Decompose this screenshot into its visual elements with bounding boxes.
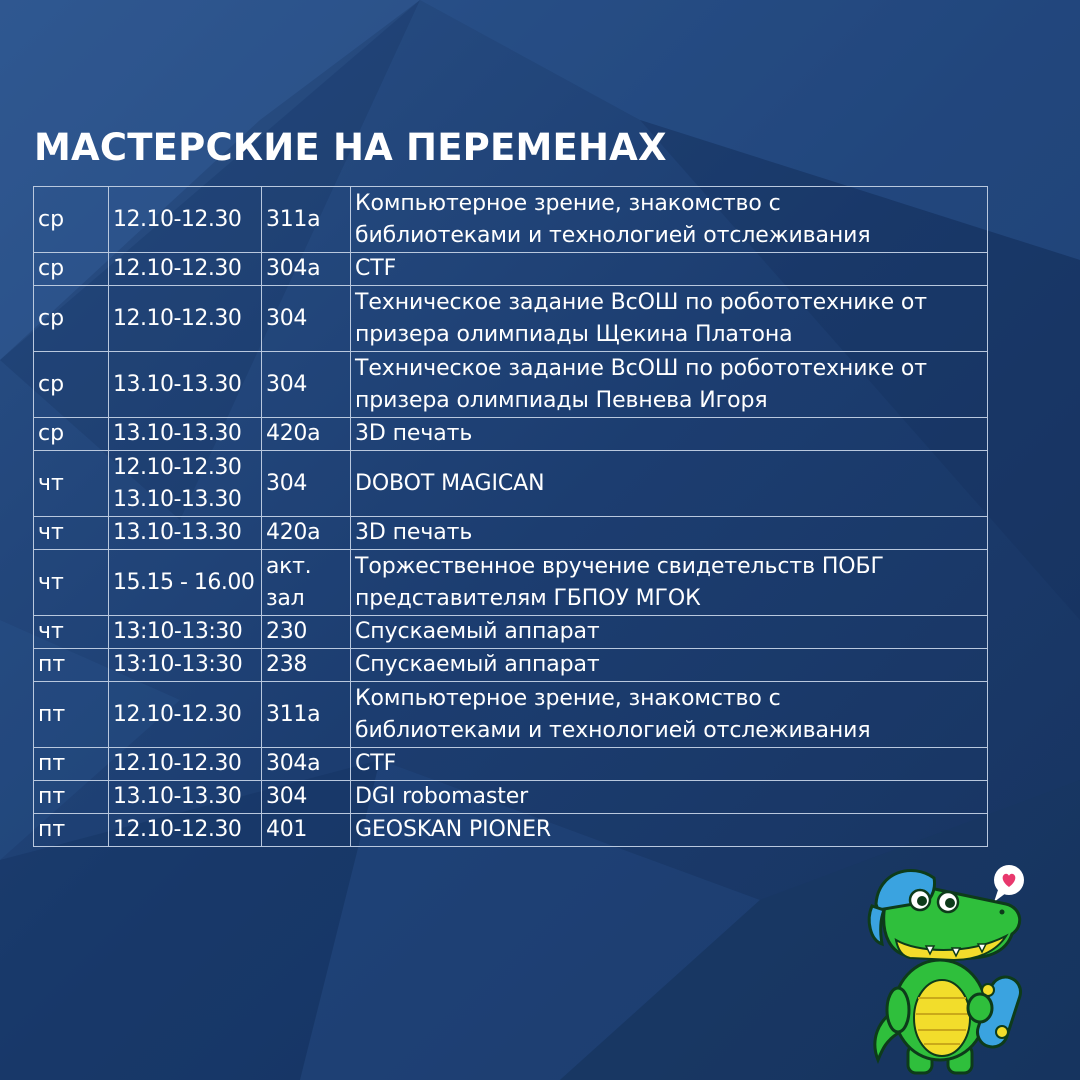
time-cell: 12.10-12.30 [109, 682, 262, 748]
day-cell: чт [34, 616, 109, 649]
table-row [34, 682, 988, 748]
time-cell: 13.10-13.30 [109, 517, 262, 550]
table-row [34, 187, 988, 253]
room-cell: 238 [262, 649, 351, 682]
crocodile-mascot-icon [856, 860, 1036, 1080]
event-cell [351, 550, 988, 616]
event-line: библиотеками и технологией отслеживания [355, 222, 871, 248]
page-title: МАСТЕРСКИЕ НА ПЕРЕМЕНАХ [34, 126, 667, 169]
event-cell: DGI robomaster [351, 781, 988, 814]
day-cell: чт [34, 451, 109, 517]
event-line: Компьютерное зрение, знакомство с [355, 190, 781, 216]
time-cell: 12.10-12.30 [109, 253, 262, 286]
table-row [34, 550, 988, 616]
day-cell: пт [34, 781, 109, 814]
time-cell: 15.15 - 16.00 [109, 550, 262, 616]
room-cell: 304а [262, 748, 351, 781]
table-row [34, 286, 988, 352]
event-line: представителям ГБПОУ МГОК [355, 585, 701, 611]
event-cell: DOBOT MAGICAN [351, 451, 988, 517]
event-cell [351, 682, 988, 748]
day-cell: пт [34, 682, 109, 748]
time-cell: 13.10-13.30 [109, 352, 262, 418]
time-cell: 13:10-13:30 [109, 649, 262, 682]
event-cell: 3D печать [351, 517, 988, 550]
room-cell: 304а [262, 253, 351, 286]
room-cell: 304 [262, 451, 351, 517]
day-cell: ср [34, 418, 109, 451]
event-cell: CTF [351, 748, 988, 781]
day-cell: ср [34, 187, 109, 253]
workshop-schedule-table [33, 186, 988, 847]
day-cell: ср [34, 352, 109, 418]
room-cell [262, 550, 351, 616]
day-cell: пт [34, 649, 109, 682]
table-row [34, 517, 988, 550]
event-line: библиотеками и технологией отслеживания [355, 717, 871, 743]
event-cell: CTF [351, 253, 988, 286]
event-cell: Спускаемый аппарат [351, 649, 988, 682]
room-cell: 420а [262, 418, 351, 451]
heart-speech-bubble-icon [994, 865, 1024, 902]
room-line: акт. [266, 553, 312, 579]
room-line: зал [266, 585, 305, 611]
event-line: призера олимпиады Щекина Платона [355, 321, 793, 347]
room-cell: 311а [262, 682, 351, 748]
table-row [34, 352, 988, 418]
table-row [34, 649, 988, 682]
table-row [34, 451, 988, 517]
time-cell: 13.10-13.30 [109, 418, 262, 451]
time-cell: 12.10-12.30 [109, 748, 262, 781]
table-row [34, 814, 988, 847]
room-cell: 304 [262, 286, 351, 352]
event-line: призера олимпиады Певнева Игоря [355, 387, 768, 413]
day-cell: ср [34, 253, 109, 286]
time-line: 12.10-12.30 [113, 454, 242, 480]
time-cell: 12.10-12.30 [109, 814, 262, 847]
table-row [34, 616, 988, 649]
event-cell [351, 286, 988, 352]
event-cell [351, 352, 988, 418]
day-cell: ср [34, 286, 109, 352]
day-cell: чт [34, 517, 109, 550]
room-cell: 420а [262, 517, 351, 550]
event-cell: Спускаемый аппарат [351, 616, 988, 649]
time-cell: 13:10-13:30 [109, 616, 262, 649]
time-cell: 12.10-12.30 [109, 187, 262, 253]
time-line: 13.10-13.30 [113, 486, 242, 512]
table-row [34, 418, 988, 451]
table-row [34, 781, 988, 814]
event-cell: GEOSKAN PIONER [351, 814, 988, 847]
event-cell: 3D печать [351, 418, 988, 451]
room-cell: 304 [262, 781, 351, 814]
time-cell: 13.10-13.30 [109, 781, 262, 814]
day-cell: чт [34, 550, 109, 616]
day-cell: пт [34, 748, 109, 781]
event-line: Техническое задание ВсОШ по робототехнике от [355, 289, 927, 315]
room-cell: 401 [262, 814, 351, 847]
room-cell: 230 [262, 616, 351, 649]
room-cell: 311а [262, 187, 351, 253]
day-cell: пт [34, 814, 109, 847]
event-cell [351, 187, 988, 253]
table-row [34, 253, 988, 286]
event-line: Компьютерное зрение, знакомство с [355, 685, 781, 711]
table-row [34, 748, 988, 781]
time-cell [109, 451, 262, 517]
event-line: Торжественное вручение свидетельств ПОБГ [355, 553, 884, 579]
room-cell: 304 [262, 352, 351, 418]
event-line: Техническое задание ВсОШ по робототехнике от [355, 355, 927, 381]
time-cell: 12.10-12.30 [109, 286, 262, 352]
